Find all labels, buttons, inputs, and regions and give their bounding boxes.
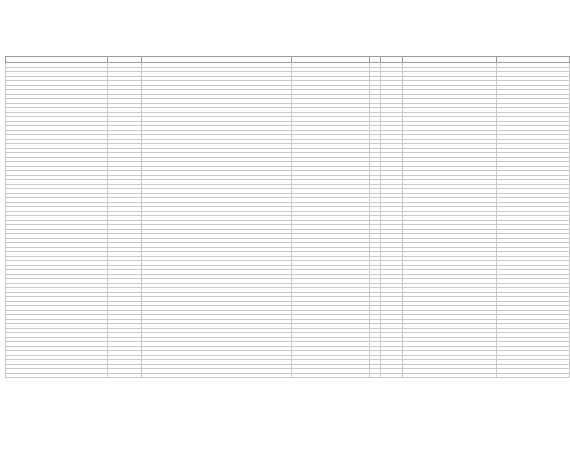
cell-fund-category [6, 373, 108, 378]
cell-object-group [497, 373, 570, 378]
spreadsheet [5, 56, 569, 448]
cell-operating-unit [292, 373, 370, 378]
cell-vmf-code [108, 373, 142, 378]
data-table [5, 56, 570, 378]
cell-vmf-name [142, 373, 292, 378]
cell-sub-object-code [381, 373, 403, 378]
table-row [6, 373, 570, 378]
table-body [6, 63, 570, 378]
cell-sub-object-name [403, 373, 497, 378]
cell-expense-class [370, 373, 381, 378]
